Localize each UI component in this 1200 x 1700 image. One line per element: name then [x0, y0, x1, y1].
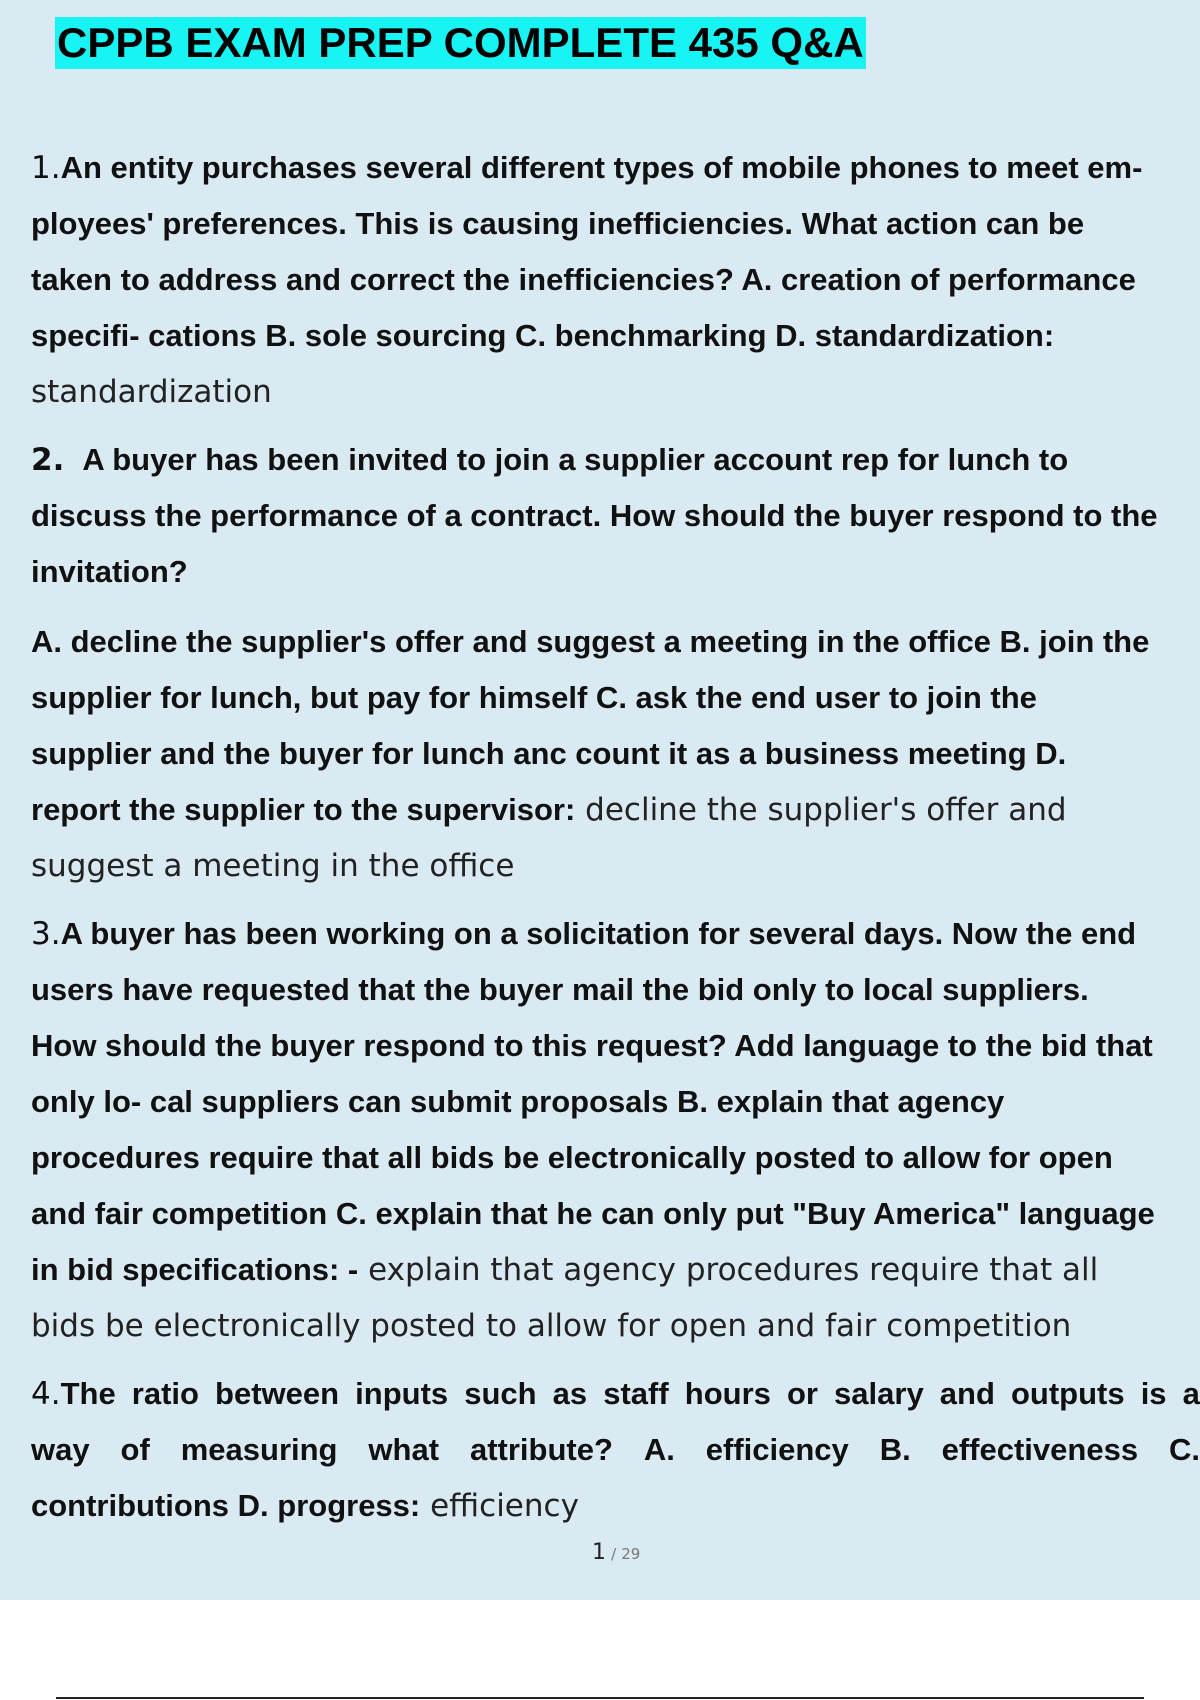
question-text: A buyer has been working on a solicitation for several days. Now the end — [60, 916, 1137, 951]
question-word: salary — [834, 1376, 924, 1411]
question-word: effectiveness — [941, 1432, 1139, 1467]
question-1 — [31, 140, 1200, 420]
question-text: contributions D. progress: — [31, 1488, 421, 1523]
question-2-options — [31, 614, 1200, 894]
options-line — [31, 726, 1200, 782]
question-word: staff — [603, 1376, 669, 1411]
footer-divider — [56, 1697, 1144, 1699]
question-word: or — [786, 1376, 818, 1411]
question-lead — [31, 1366, 116, 1422]
question-word: what — [368, 1432, 440, 1467]
question-word: A. — [643, 1432, 675, 1467]
page-separator: / — [611, 1545, 617, 1563]
question-text: How should the buyer respond to this request? Add language to the bid that — [31, 1028, 1153, 1063]
question-text: procedures require that all bids be electronically posted to allow for open — [31, 1140, 1113, 1175]
question-text: and fair competition C. explain that he can only put "Buy America" language — [31, 1196, 1155, 1231]
answer-text: explain that agency procedures require that all — [358, 1252, 1099, 1288]
question-line — [31, 1478, 1200, 1534]
question-line — [31, 252, 1200, 308]
options-line — [31, 782, 1200, 838]
question-word: way — [31, 1432, 90, 1467]
question-number: 2. — [31, 442, 65, 478]
document-title: CPPB EXAM PREP COMPLETE 435 Q&A — [55, 17, 866, 69]
answer-text: decline the supplier's offer and — [575, 792, 1067, 828]
question-word: efficiency — [705, 1432, 849, 1467]
question-word: of — [120, 1432, 150, 1467]
question-word: such — [464, 1376, 537, 1411]
question-word: B. — [879, 1432, 911, 1467]
options-line — [31, 614, 1200, 670]
question-text: taken to address and correct the inefficiencies? A. creation of performance — [31, 262, 1136, 297]
question-word: measuring — [180, 1432, 338, 1467]
question-text: invitation? — [31, 554, 188, 589]
question-word: is — [1140, 1376, 1167, 1411]
question-word: The — [60, 1376, 116, 1411]
question-text: in bid specifications: - — [31, 1252, 359, 1287]
question-line — [31, 962, 1200, 1018]
question-word: as — [552, 1376, 588, 1411]
question-text: A buyer has been invited to join a supplier account rep for lunch to — [82, 442, 1069, 477]
question-text: An entity purchases several different types of mobile phones to meet em- — [60, 150, 1143, 185]
answer-text: efficiency — [420, 1488, 579, 1524]
question-word: C. — [1168, 1432, 1200, 1467]
question-word: inputs — [355, 1376, 449, 1411]
question-line — [31, 432, 1200, 488]
question-number: 4. — [31, 1376, 61, 1412]
question-line — [31, 196, 1200, 252]
question-word: and — [939, 1376, 995, 1411]
answer-line — [31, 1298, 1200, 1354]
question-line — [31, 488, 1200, 544]
options-text: A. decline the supplier's offer and suggest a meeting in the office B. join the — [31, 624, 1150, 659]
question-text: ployees' preferences. This is causing inefficiencies. What action can be — [31, 206, 1085, 241]
answer-line — [31, 364, 1200, 420]
question-line — [31, 140, 1200, 196]
question-number: 3. — [31, 916, 61, 952]
question-text: specifi- cations B. sole sourcing C. benchmarking D. standardization: — [31, 318, 1055, 353]
question-text: users have requested that the buyer mail the bid only to local suppliers. — [31, 972, 1089, 1007]
options-line — [31, 670, 1200, 726]
page-indicator — [592, 1540, 640, 1565]
answer-line — [31, 838, 1200, 894]
question-line — [31, 1422, 1200, 1478]
question-word: a — [1182, 1376, 1200, 1411]
question-word: hours — [684, 1376, 771, 1411]
question-word: attribute? — [469, 1432, 613, 1467]
question-text: discuss the performance of a contract. How should the buyer respond to the — [31, 498, 1158, 533]
options-text: supplier and the buyer for lunch anc count it as a business meeting D. — [31, 736, 1067, 771]
question-line — [31, 1366, 1200, 1422]
question-line — [31, 1186, 1200, 1242]
options-text: supplier for lunch, but pay for himself C. ask the end user to join the — [31, 680, 1037, 715]
current-page-number: 1 — [592, 1540, 606, 1565]
total-pages: 29 — [621, 1545, 641, 1563]
question-line — [31, 1130, 1200, 1186]
question-line — [31, 1074, 1200, 1130]
question-number: 1. — [31, 150, 61, 186]
answer-text: standardization — [31, 374, 272, 410]
question-word: outputs — [1010, 1376, 1125, 1411]
question-line — [31, 544, 1200, 600]
question-word: ratio — [131, 1376, 199, 1411]
question-2 — [31, 432, 1200, 600]
question-word: between — [215, 1376, 340, 1411]
question-text: only lo- cal suppliers can submit proposals B. explain that agency — [31, 1084, 1005, 1119]
question-line — [31, 1018, 1200, 1074]
question-3 — [31, 906, 1200, 1354]
answer-text: suggest a meeting in the office — [31, 848, 515, 884]
question-4 — [31, 1366, 1200, 1534]
question-line — [31, 1242, 1200, 1298]
question-line — [31, 308, 1200, 364]
question-line — [31, 906, 1200, 962]
answer-text: bids be electronically posted to allow for open and fair competition — [31, 1308, 1072, 1344]
options-text: report the supplier to the supervisor: — [31, 792, 576, 827]
